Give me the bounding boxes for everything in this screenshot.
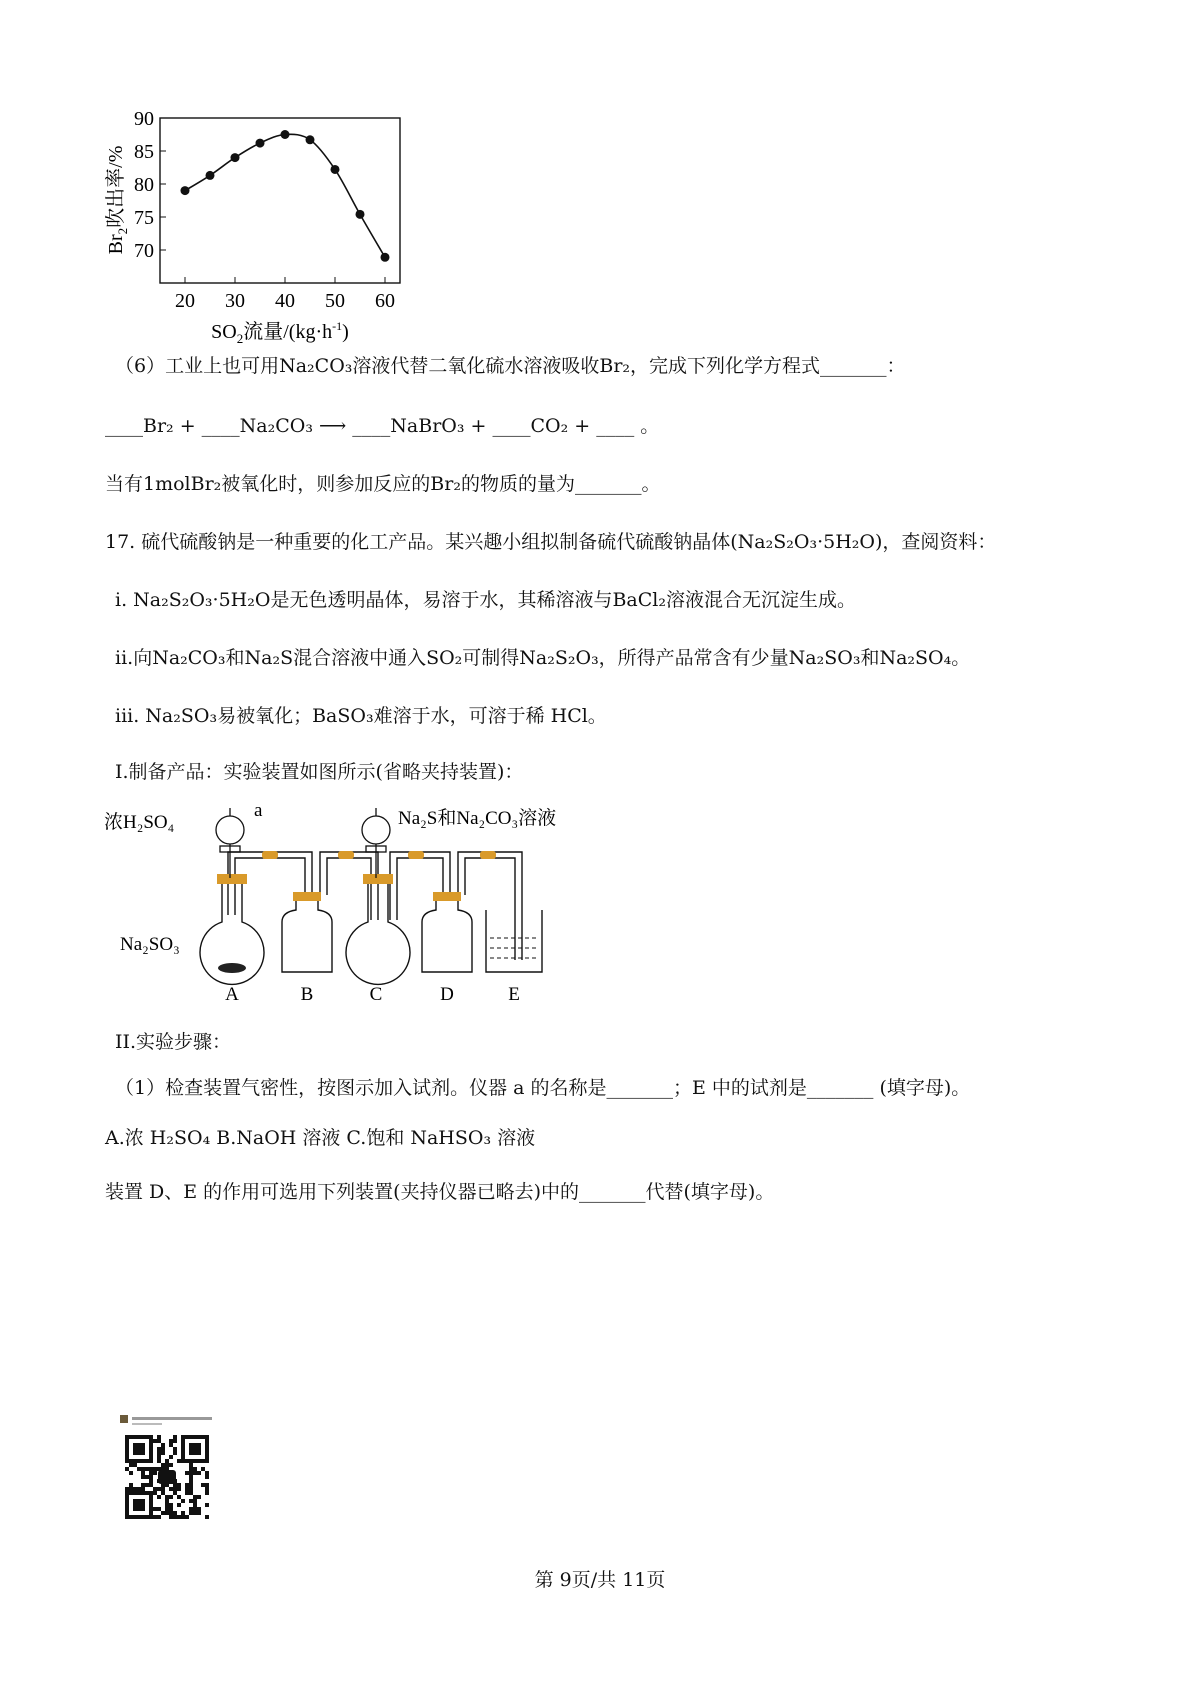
x-tick-label: 50 [325, 290, 345, 312]
label-na2so3: Na₂SO₃ [120, 934, 180, 955]
data-point [206, 171, 215, 180]
q17-last: 装置 D、E 的作用可选用下列装置(夹持仪器已略去)中的_______代替(填字母)。 [105, 1181, 775, 1203]
label-conc-h2so4: 浓H₂SO₄ [104, 812, 175, 833]
q17-part2: II.实验步骤： [115, 1031, 232, 1053]
data-point [331, 165, 340, 174]
flask-a [200, 874, 264, 984]
y-ticks [134, 108, 166, 262]
series-line [185, 134, 385, 257]
data-point [356, 210, 365, 219]
bottle-d [422, 892, 472, 972]
plot-frame [160, 118, 400, 283]
y-tick-label: 75 [134, 207, 154, 229]
q17-intro: 17. 硫代硫酸钠是一种重要的化工产品。某兴趣小组拟制备硫代硫酸钠晶体(Na₂S₂O₃·5H₂O)，查阅资料： [105, 531, 997, 553]
x-axis-label: $SO_2$流量$/(kg\cdot h^{-1})$ [211, 319, 349, 346]
apparatus-letter: C [369, 984, 383, 1005]
q17-info-iii: iii. Na₂SO₃易被氧化；BaSO₃难溶于水，可溶于稀 HCl。 [115, 705, 607, 727]
q17-step1: （1）检查装置气密性，按图示加入试剂。仪器 a 的名称是_______；E 中的试剂是_______ (填字母)。 [115, 1077, 971, 1099]
label-funnel-c: Na₂S和Na₂CO₃溶液 [398, 808, 557, 829]
data-points [181, 130, 390, 262]
x-tick-label: 40 [275, 290, 295, 312]
connecting-tubes [228, 852, 522, 960]
data-point [281, 130, 290, 139]
br2-blowout-chart [100, 108, 420, 348]
apparatus-letters [225, 984, 520, 1005]
y-axis-label: $Br_2$吹出率/% [105, 145, 130, 255]
label-a: a [254, 800, 263, 821]
apparatus-letter: A [225, 984, 239, 1005]
q17-part1: I.制备产品：实验装置如图所示(省略夹持装置)： [115, 761, 524, 783]
apparatus-letter: B [300, 984, 314, 1005]
data-point [381, 253, 390, 262]
x-tick-label: 20 [175, 290, 195, 312]
y-tick-label: 80 [134, 174, 154, 196]
x-tick-label: 60 [375, 290, 395, 312]
q17-info-i: i. Na₂S₂O₃·5H₂O是无色透明晶体，易溶于水，其稀溶液与BaCl₂溶液混合无沉淀生成。 [115, 589, 856, 611]
page-footer: 第 9页/共 11页 [534, 1569, 666, 1591]
x-ticks [175, 277, 395, 312]
apparatus-letter: D [440, 984, 454, 1005]
data-point [181, 186, 190, 195]
x-tick-label: 30 [225, 290, 245, 312]
beaker-e [486, 910, 542, 972]
dropping-funnel-c [362, 808, 390, 878]
y-tick-label: 85 [134, 141, 154, 163]
q17-options: A.浓 H₂SO₄ B.NaOH 溶液 C.饱和 NaHSO₃ 溶液 [105, 1127, 536, 1149]
data-point [256, 139, 265, 148]
y-tick-label: 90 [134, 108, 154, 130]
qr-code [120, 1415, 230, 1545]
q6-question: 当有1molBr₂被氧化时，则参加反应的Br₂的物质的量为_______。 [105, 473, 661, 495]
q6-line: （6）工业上也可用Na₂CO₃溶液代替二氧化硫水溶液吸收Br₂，完成下列化学方程式_______： [115, 355, 906, 377]
q6-equation: ____Br₂ + ____Na₂CO₃ ⟶ ____NaBrO₃ + ____CO₂ + ____ 。 [105, 415, 660, 437]
data-point [231, 153, 240, 162]
y-tick-label: 70 [134, 240, 154, 262]
dropping-funnel-a [216, 808, 244, 878]
bottle-b [282, 892, 332, 972]
apparatus-letter: E [508, 984, 520, 1005]
apparatus-diagram [100, 800, 660, 1020]
data-point [306, 135, 315, 144]
q17-info-ii: ii.向Na₂CO₃和Na₂S混合溶液中通入SO₂可制得Na₂S₂O₃，所得产品常含有少量Na₂SO₃和Na₂SO₄。 [115, 647, 971, 669]
